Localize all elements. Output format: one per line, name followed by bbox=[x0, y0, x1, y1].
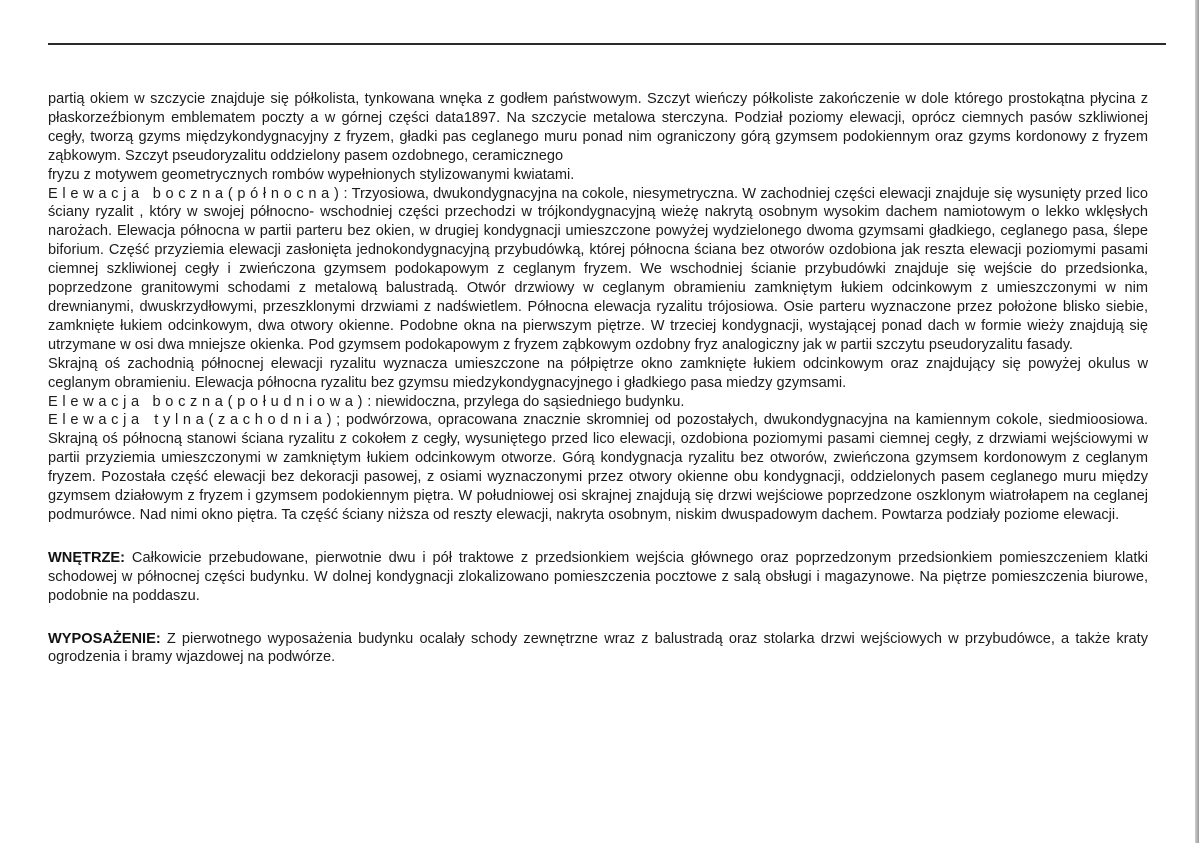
paragraph-north-elevation bbox=[48, 185, 1148, 355]
section-heading: Elewacja boczna(południowa) bbox=[48, 393, 368, 410]
paragraph-text: Skrajną oś zachodnią północnej elewacji ryzalitu wyznacza umieszczone na półpiętrze okno zamknięte łukiem odcinkowym oraz znajdujący się powyżej okulus w ceglanym obramieniu. Elewacja północna ryzalitu bez gzymsu miedzykondygnacyjnego i gładkiego pasa miedzy gzymsami. bbox=[48, 355, 1148, 391]
paragraph-west-axis bbox=[48, 355, 1148, 393]
paragraph-text: Z pierwotnego wyposażenia budynku ocalały schody zewnętrzne wraz z balustradą oraz stolarka drzwi wejściowych w przybudówce, a także kraty ogrodzenia i bramy wjazdowej na podwórze. bbox=[48, 630, 1148, 666]
section-heading: WYPOSAŻENIE: bbox=[48, 630, 161, 647]
paragraph-rear-elevation bbox=[48, 411, 1148, 524]
paragraph-front-facade bbox=[48, 90, 1148, 166]
paragraph-text: : Trzyosiowa, dwukondygnacyjna na cokole, niesymetryczna. W zachodniej części elewacji znajduje się wysunięty przed lico ściany ryzalit , który w swojej północno- wschodniej części przechodzi w trójkondygnacyjną wieżę nakrytą osobnym wysokim dachem namiotowym o lekko wklęsłych narożach. Elewacja północna w partii parteru bez okien, w drugiej kondygnacji umieszczone powyżej wydzielonego dwoma gzymsami gładkiego, ceglanego pasa, ślepe biforium. Część przyziemia elewacji zasłonięta jednokondygnacyjną przybudówką, której północna ściana bez otworów ozdobiona jak reszta elewacji poziomymi pasami ciemnej szkliwionej cegły i zwieńczona gzymsem podokapowym z ceglanym fryzem. We wschodniej ścianie przybudówki znajduje się wejście do przedsionka, poprzedzone granitowymi schodami z metalową balustradą. Otwór drzwiowy w ceglanym obramieniu zamkniętym łukiem odcinkowym z umieszczonymi w nim drewnianymi, dwuskrzydłowymi, przeszklonymi drzwiami z nadświetlem. Północna elewacja ryzalitu trójosiowa. Osie parteru wyznaczone przez położone blisko siebie, zamknięte łukiem odcinkowym, dwa otwory okienne. Podobne okna na pierwszym piętrze. W trzeciej kondygnacji, wystającej ponad dach w formie wieży znajdują się utrzymane w osi dwa mniejsze okienka. Pod gzymsem podokapowym z fryzem ząbkowym ozdobny fryz analogiczny jak w partii szczytu pseudoryzalitu fasady. bbox=[48, 185, 1148, 353]
paragraph-text: Całkowicie przebudowane, pierwotnie dwu i pół traktowe z przedsionkiem wejścia głównego oraz poprzedzonym przedsionkiem pomieszczeniem klatki schodowej w północnej części budynku. W dolnej kondygnacji zlokalizowano pomieszczenia pocztowe z salą obsługi i magazynowe. Na piętrze pomieszczenia biurowe, podobnie na poddaszu. bbox=[48, 549, 1148, 604]
section-heading: Elewacja boczna(północna) bbox=[48, 185, 344, 202]
paragraph-text: : niewidoczna, przylega do sąsiedniego budynku. bbox=[367, 393, 685, 410]
paragraph-south-elevation bbox=[48, 393, 1148, 412]
spacer bbox=[48, 525, 1148, 549]
paragraph-text: ; podwórzowa, opracowana znacznie skromniej od pozostałych, dwukondygnacyjna na kamiennym cokole, siedmioosiowa. Skrajną oś północną stanowi ściana ryzalitu z cokołem z cegły, wysuniętego przed lico elewacji, ozdobiona poziomymi pasami ciemnej cegły, z drzwiami wejściowymi w partii przyziemia umieszczonymi w zamkniętym łukiem odcinkowym otworze. Górą kondygnacja ryzalitu bez otworów, zwieńczona gzymsem kordonowym z ceglanym fryzem. Pozostała część elewacji bez dekoracji pasowej, z osiami wyznaczonymi przez otwory okienne obu kondygnacji, oddzielonych pasem ceglanego muru między gzymsem działowym z fryzem i gzymsem podokiennym piętra. W południowej osi skrajnej znajdują się drzwi wejściowe poprzedzone oszklonym wiatrołapem na ceglanej podmurówce. Nad nimi okno piętra. Ta część ściany niższa od reszty elewacji, nakryta osobnym, niskim dwuspadowym dachem. Powtarza podziały poziome elewacji. bbox=[48, 412, 1148, 523]
paragraph-interior bbox=[48, 549, 1148, 606]
document-body bbox=[48, 90, 1148, 667]
paragraph-equipment bbox=[48, 630, 1148, 668]
paragraph-text: partią okiem w szczycie znajduje się półkolista, tynkowana wnęka z godłem państwowym. Szczyt wieńczy półkoliste zakończenie w dole którego prostokątna płycina z płaskorzeźbionym emblematem poczty a w górnej części data1897. Na szczycie metalowa sterczyna. Podział poziomy elewacji, oprócz ciemnych pasów szkliwionej cegły, tworzą gzyms międzykondygnacyjny z fryzem, gładki pas ceglanego muru ponad nim ograniczony górą gzymsem podokiennym oraz gzyms kordonowy z fryzem ząbkowym. Szczyt pseudoryzalitu oddzielony pasem ozdobnego, ceramicznego bbox=[48, 91, 1148, 164]
section-heading: WNĘTRZE: bbox=[48, 549, 126, 566]
paragraph-front-facade-tail bbox=[48, 166, 1148, 185]
top-rule bbox=[48, 43, 1166, 45]
spacer bbox=[48, 606, 1148, 630]
section-heading: Elewacja tylna(zachodnia) bbox=[48, 412, 337, 429]
scan-edge bbox=[1195, 0, 1199, 843]
paragraph-text: fryzu z motywem geometrycznych rombów wypełnionych stylizowanymi kwiatami. bbox=[48, 166, 575, 183]
